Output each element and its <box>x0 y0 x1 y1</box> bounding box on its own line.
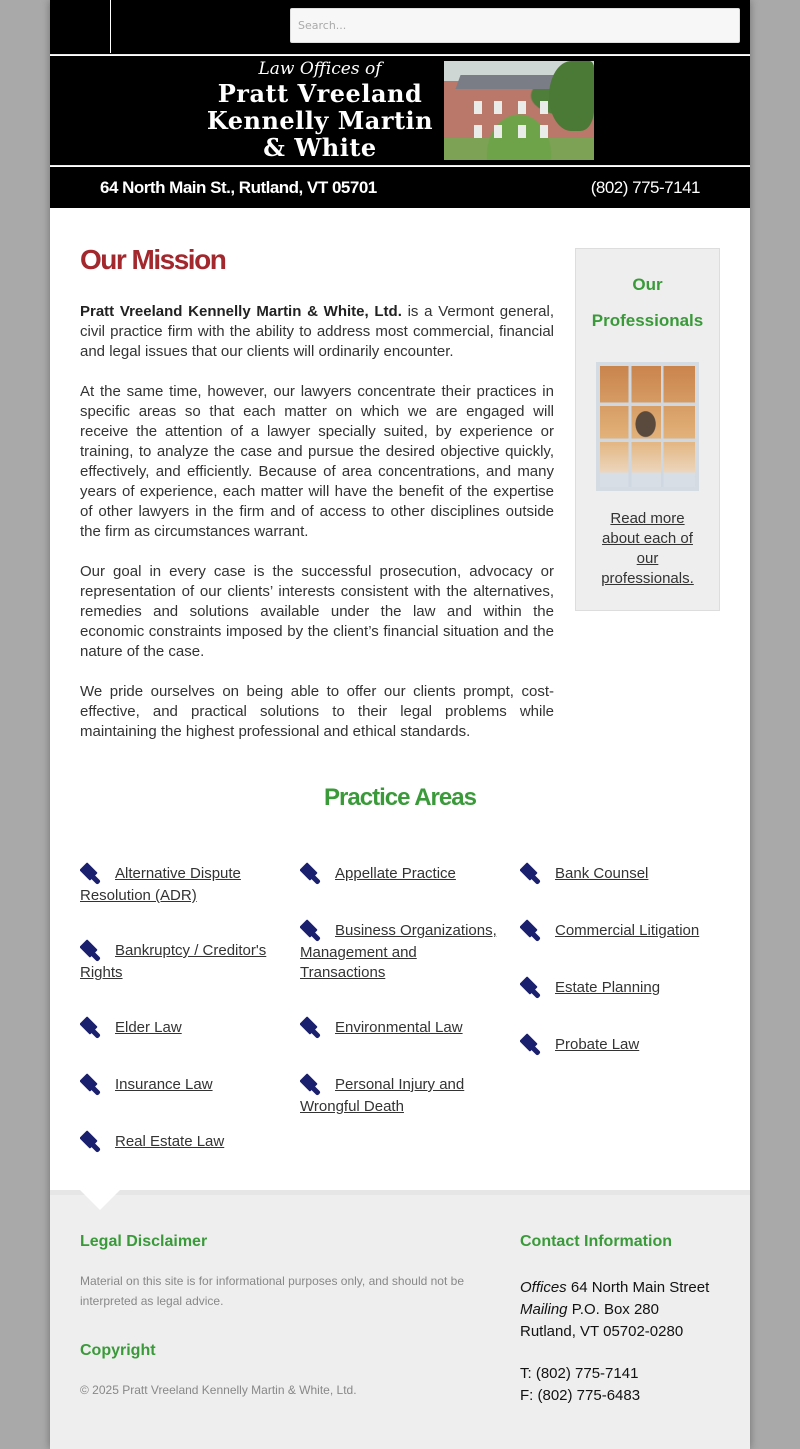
gavel-icon <box>300 1071 326 1097</box>
practice-item[interactable]: Alternative Dispute Resolution (ADR) <box>80 860 285 906</box>
copyright-text: © 2025 Pratt Vreeland Kennelly Martin & White, Ltd. <box>80 1383 357 1397</box>
search-input[interactable] <box>290 8 740 43</box>
logo-line-1: Pratt Vreeland <box>217 79 423 108</box>
practice-item[interactable]: Bankruptcy / Creditor's Rights <box>80 937 285 983</box>
firm-name: Pratt Vreeland Kennelly Martin & White, Ltd. <box>80 303 402 320</box>
practice-item[interactable]: Estate Planning <box>520 974 725 1000</box>
practice-column-3 <box>520 860 725 1088</box>
contact-info <box>520 1277 709 1407</box>
mailing-line: Mailing P.O. Box 280 <box>520 1301 659 1318</box>
disclaimer-text: Material on this site is for informational purposes only, and should not be interpreted as legal advice. <box>80 1274 464 1308</box>
logo-tagline: Law Offices of <box>258 59 382 79</box>
practice-item[interactable]: Commercial Litigation <box>520 917 725 943</box>
telephone[interactable]: T: (802) 775-7141 <box>520 1365 639 1382</box>
gavel-icon <box>80 1128 106 1154</box>
header-phone: (802) 775-7141 <box>590 178 700 197</box>
gavel-icon <box>300 860 326 886</box>
contact-title: Contact Information <box>520 1233 672 1250</box>
gavel-icon <box>80 1014 106 1040</box>
fax: F: (802) 775-6483 <box>520 1387 641 1404</box>
practice-item[interactable]: Bank Counsel <box>520 860 725 886</box>
city-line: Rutland, VT 05702-0280 <box>520 1323 684 1340</box>
menu-divider <box>110 0 111 53</box>
practice-item[interactable]: Appellate Practice <box>300 860 505 886</box>
office-building-painting <box>444 61 594 160</box>
practice-item[interactable]: Personal Injury and Wrongful Death <box>300 1071 505 1117</box>
professionals-title: Our Professionals <box>591 275 704 330</box>
gavel-icon <box>80 937 106 963</box>
mission-paragraph-1: Pratt Vreeland Kennelly Martin & White, Ltd. is a Vermont general, civil practice firm with the ability to address most commercial, financial and legal issues that our clients will ordinarily encounter. <box>80 303 555 360</box>
gavel-icon <box>520 860 546 886</box>
logo-line-2: Kennelly Martin <box>206 106 434 135</box>
practice-column-1 <box>80 860 285 1185</box>
practice-item[interactable]: Elder Law <box>80 1014 285 1040</box>
gavel-icon <box>80 860 106 886</box>
site-banner <box>50 56 750 166</box>
disclaimer-title: Legal Disclaimer <box>80 1233 208 1250</box>
address-bar <box>50 167 750 208</box>
mission-body <box>80 302 554 762</box>
practice-item[interactable]: Probate Law <box>520 1031 725 1057</box>
practice-item[interactable]: Insurance Law <box>80 1071 285 1097</box>
professionals-photo[interactable] <box>596 362 699 491</box>
offices-line: Offices 64 North Main Street <box>520 1279 710 1296</box>
practice-column-2 <box>300 860 505 1148</box>
copyright-title: Copyright <box>80 1342 156 1359</box>
top-bar <box>50 0 750 55</box>
gavel-icon <box>300 1014 326 1040</box>
gavel-icon <box>520 917 546 943</box>
practice-item[interactable]: Environmental Law <box>300 1014 505 1040</box>
site-footer <box>50 1190 750 1449</box>
site-logo[interactable] <box>200 58 440 161</box>
professionals-widget <box>575 248 720 611</box>
practice-item[interactable]: Business Organizations, Management and Transactions <box>300 917 505 983</box>
gavel-icon <box>300 917 326 943</box>
header-address: 64 North Main St., Rutland, VT 05701 <box>100 178 377 197</box>
footer-notch <box>80 1190 120 1210</box>
practice-item[interactable]: Real Estate Law <box>80 1128 285 1154</box>
mission-paragraph-2: At the same time, however, our lawyers concentrate their practices in specific areas so that each matter on which we are engaged will receive the attention of a lawyer specially suited, by experience or training, to analyze the case and pursue the desired objective quickly, effectively, and efficiently. Because of area concentrations, and many years of experience, each matter will have the benefit of the expertise of other lawyers in the firm and of access to other disciplines outside the firm as circumstances warrant. <box>80 383 554 540</box>
gavel-icon <box>520 974 546 1000</box>
mission-paragraph-4: We pride ourselves on being able to offer our clients prompt, cost-effective, and practical solutions to their legal problems while maintaining the highest professional and ethical standards. <box>80 683 554 740</box>
gavel-icon <box>80 1071 106 1097</box>
professionals-link[interactable]: Read more about each of our professionals. <box>601 510 694 587</box>
mission-title: Our Mission <box>80 244 226 275</box>
logo-line-3: & White <box>263 133 377 162</box>
gavel-icon <box>520 1031 546 1057</box>
page-container <box>50 0 750 1449</box>
practice-areas-title: Practice Areas <box>324 784 476 811</box>
mission-paragraph-3: Our goal in every case is the successful prosecution, advocacy or representation of our clients’ interests consistent with the alternatives, remedies and solutions available under the law and within the economic constraints imposed by the client’s financial situation and the nature of the case. <box>80 563 554 660</box>
